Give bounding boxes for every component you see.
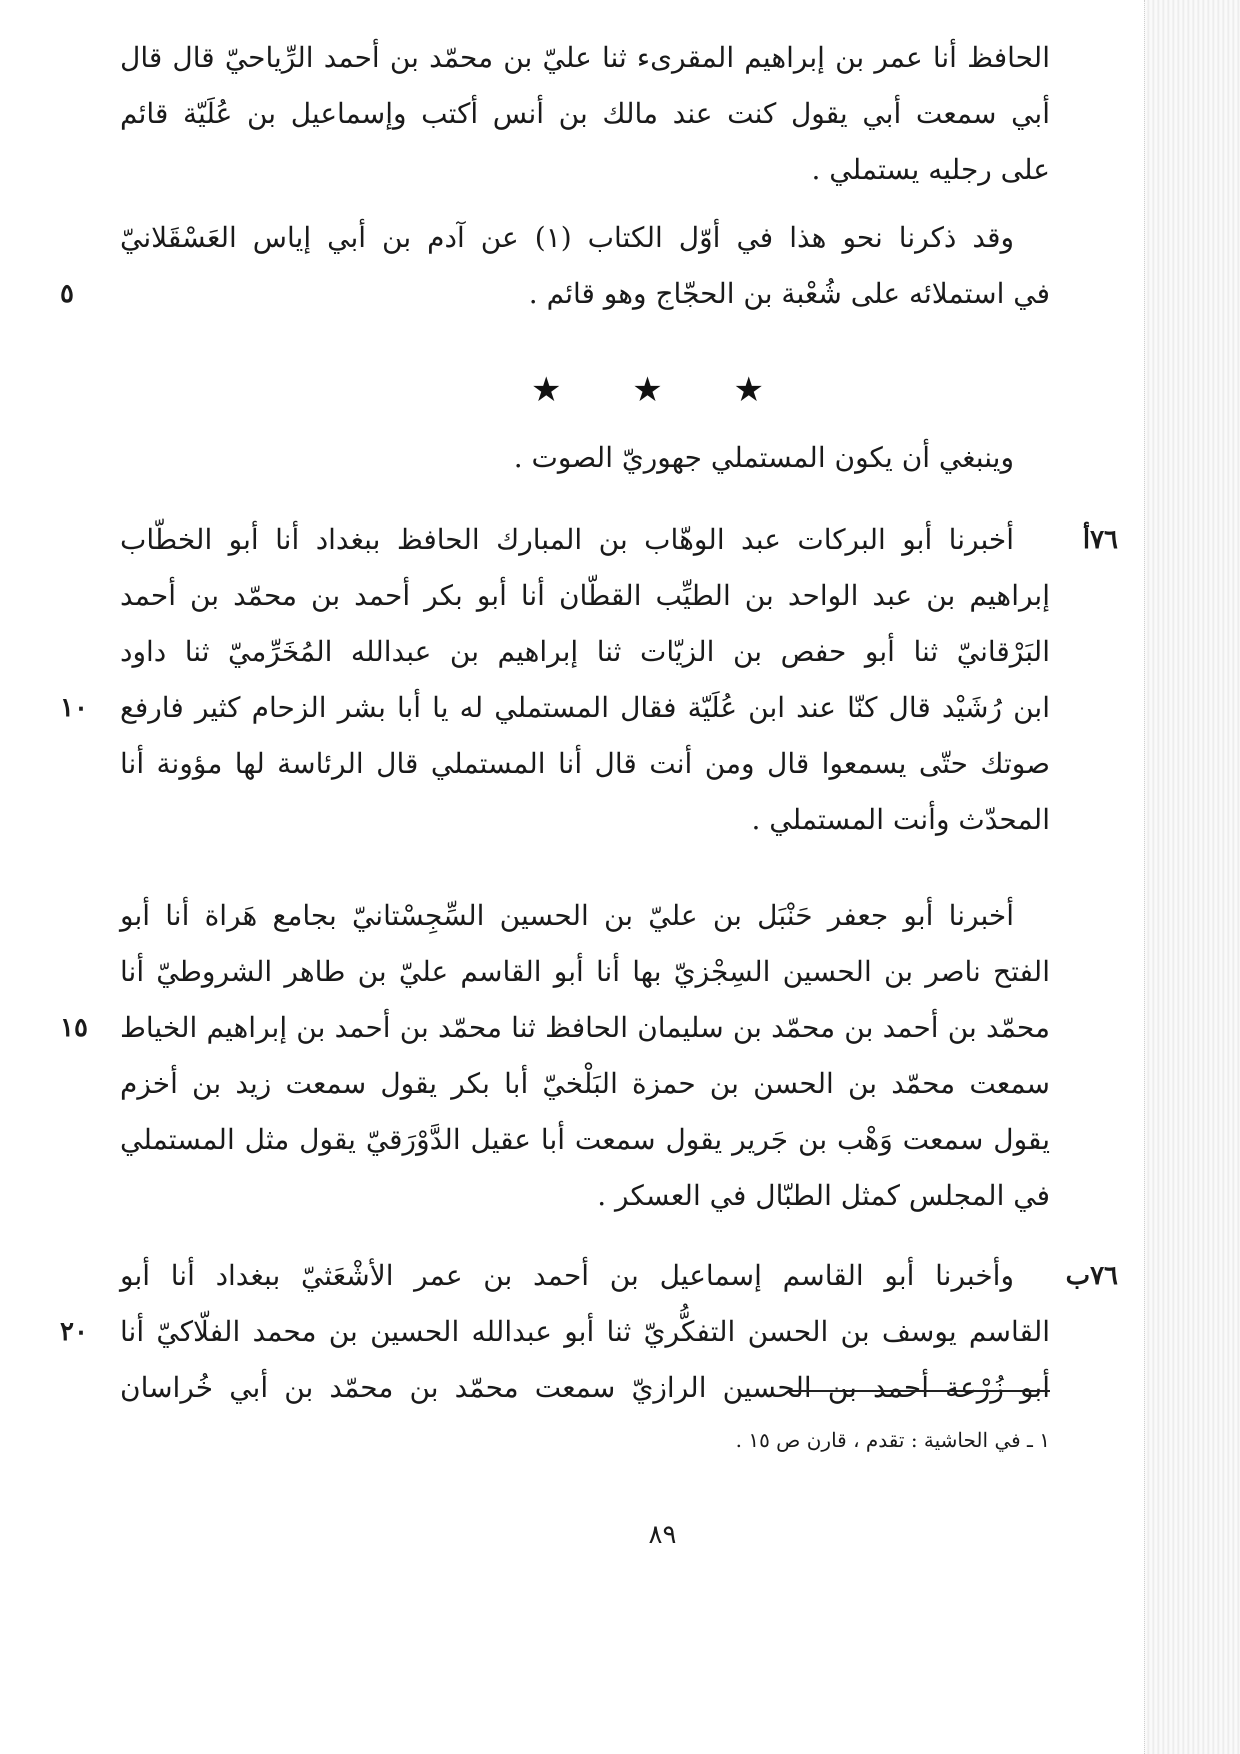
- text-line: على رجليه يستملي .: [811, 153, 1050, 186]
- text-line: في المجلس كمثل الطبّال في العسكر .: [597, 1179, 1050, 1212]
- footnote: ١ ـ في الحاشية : تقدم ، قارن ص ١٥ .: [735, 1428, 1050, 1452]
- text-line: إبراهيم بن عبد الواحد بن الطيِّب القطّان أنا أبو بكر أحمد بن محمّد بن أحمد: [120, 579, 1050, 612]
- paragraph-number: ٧٦أ: [1082, 525, 1118, 555]
- text-line: وقد ذكرنا نحو هذا في أوّل الكتاب (١) عن آدم بن أبي إياس العَسْقَلانيّ: [120, 221, 1014, 254]
- text-line: محمّد بن أحمد بن محمّد بن سليمان الحافظ ثنا محمّد بن أحمد بن إبراهيم الخياط: [120, 1011, 1050, 1044]
- line-number-5: ٥: [60, 279, 74, 309]
- text-line: أبو زُرْعة أحمد بن الحسين الرازيّ سمعت محمّد بن محمّد بن أبي خُراسان: [120, 1371, 1050, 1404]
- paragraph-number: ٧٦ب: [1065, 1261, 1118, 1291]
- text-line: القاسم يوسف بن الحسن التفكُّريّ ثنا أبو عبدالله الحسين بن محمد الفلّاكيّ أنا: [120, 1315, 1050, 1348]
- text-line: يقول سمعت وَهْب بن جَرير يقول سمعت أبا عقيل الدَّوْرَقيّ يقول مثل المستملي: [120, 1123, 1050, 1156]
- line-number-10: ١٠: [60, 693, 88, 723]
- text-line: أخبرنا أبو البركات عبد الوهّاب بن المبارك الحافظ ببغداد أنا أبو الخطّاب: [120, 523, 1014, 556]
- text-line: أخبرنا أبو جعفر حَنْبَل بن عليّ بن الحسين السِّجِسْتانيّ بجامع هَراة أنا أبو: [120, 899, 1014, 932]
- paragraph-1: [120, 30, 1050, 198]
- text-line: ابن رُشَيْد قال كنّا عند ابن عُلَيّة فقال المستملي له يا أبا بشر الزحام كثير فارفع: [120, 691, 1050, 724]
- section-separator: ★ ★ ★: [530, 370, 795, 410]
- text-line: أبي سمعت أبي يقول كنت عند مالك بن أنس أكتب وإسماعيل بن عُلَيّة قائم: [120, 97, 1050, 130]
- paragraph-5: [120, 888, 1050, 1224]
- text-line: الحافظ أنا عمر بن إبراهيم المقرىء ثنا عليّ بن محمّد بن أحمد الرِّياحيّ قال قال: [120, 41, 1050, 74]
- text-line: وأخبرنا أبو القاسم إسماعيل بن أحمد بن عمر الأشْعَثيّ ببغداد أنا أبو: [120, 1259, 1014, 1292]
- text-line: صوتك حتّى يسمعوا قال ومن أنت قال أنا المستملي قال الرئاسة لها مؤونة أنا: [120, 747, 1050, 780]
- text-line: في استملائه على شُعْبة بن الحجّاج وهو قائم .: [528, 277, 1050, 310]
- line-number-15: ١٥: [60, 1013, 88, 1043]
- paragraph-3: [120, 430, 1050, 486]
- text-line: وينبغي أن يكون المستملي جهوريّ الصوت .: [513, 441, 1014, 474]
- footnote-divider: [790, 1390, 1050, 1392]
- page-number: ٨٩: [648, 1520, 677, 1550]
- text-line: الفتح ناصر بن الحسين السِجْزيّ بها أنا أبو القاسم عليّ بن طاهر الشروطيّ أنا: [120, 955, 1050, 988]
- text-line: سمعت محمّد بن الحسن بن حمزة البَلْخيّ أبا بكر يقول سمعت زيد بن أخزم: [120, 1067, 1050, 1100]
- text-line: المحدّث وأنت المستملي .: [751, 803, 1050, 836]
- paragraph-4: [120, 512, 1050, 848]
- paragraph-2: [120, 210, 1050, 322]
- text-line: البَرْقانيّ ثنا أبو حفص بن الزيّات ثنا إبراهيم بن عبدالله المُخَرِّميّ ثنا داود: [120, 635, 1050, 668]
- line-number-20: ٢٠: [60, 1317, 88, 1347]
